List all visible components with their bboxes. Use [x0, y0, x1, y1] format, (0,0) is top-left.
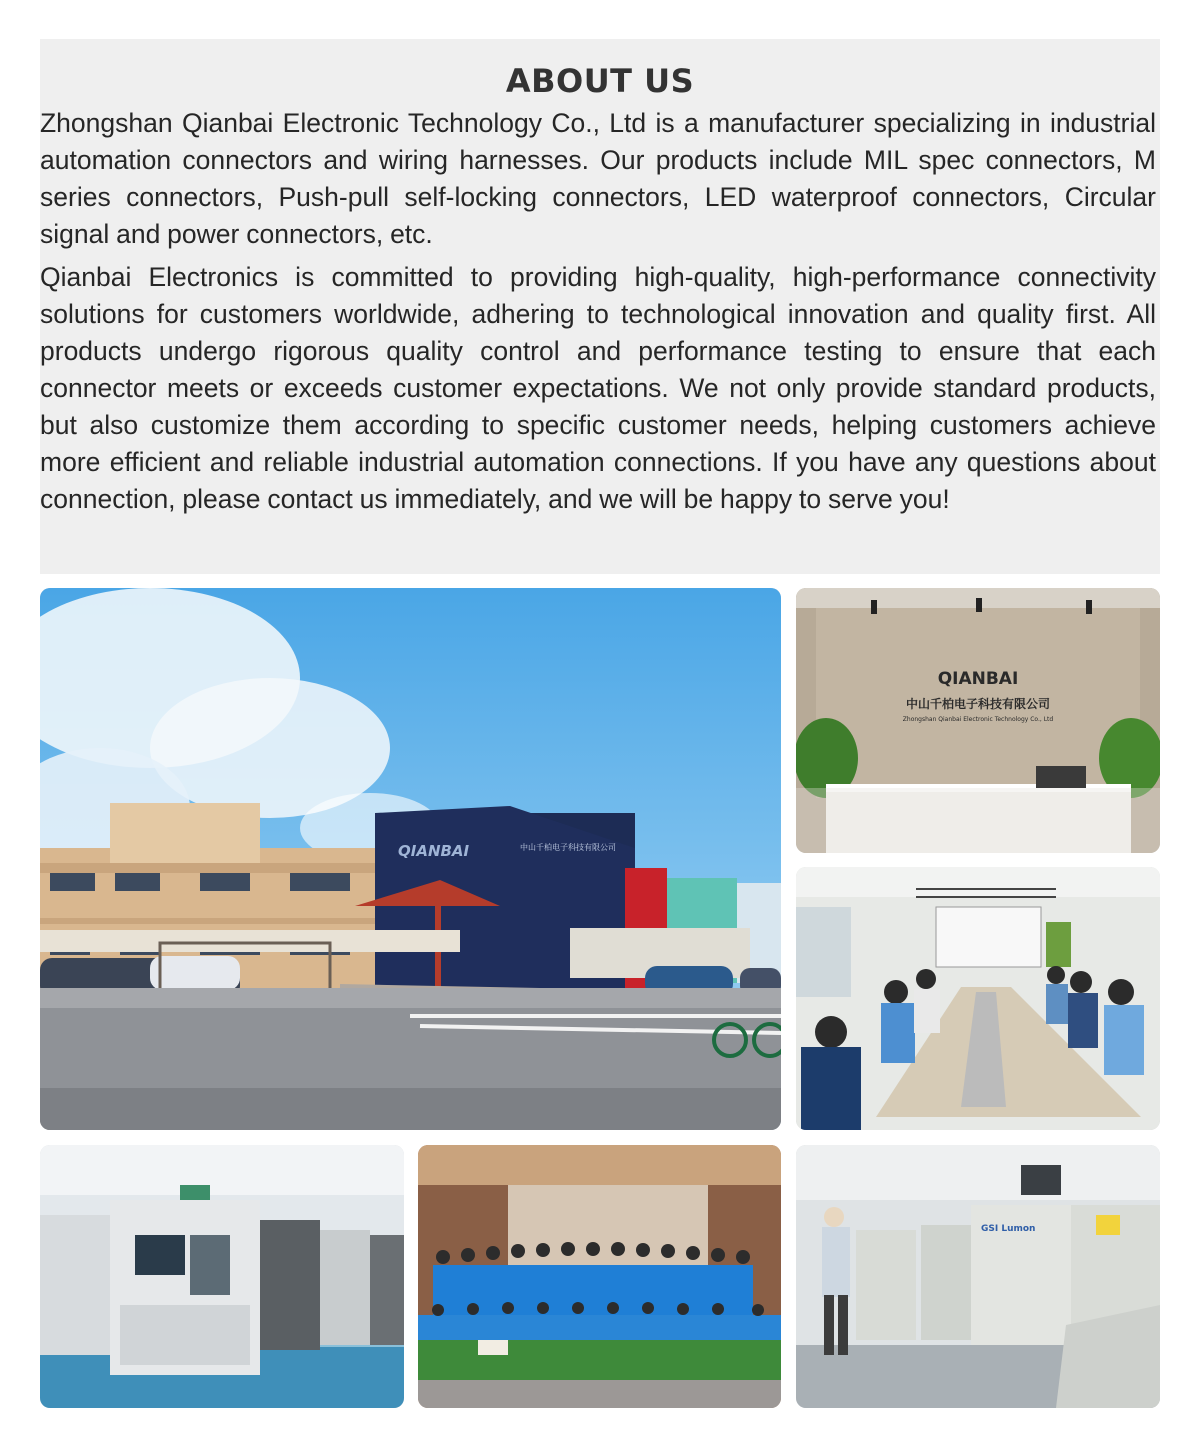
about-title: ABOUT US: [505, 62, 695, 100]
workshop-machine-label: GSI Lumon: [981, 1224, 1036, 1234]
meeting-room-photo: [796, 867, 1160, 1130]
building-logo-text: QIANBAI: [398, 842, 470, 860]
smt-workshop-photo: [796, 1145, 1160, 1408]
building-sign-text: 中山千柏电子科技有限公司: [520, 843, 616, 852]
reception-logo-text: QIANBAI: [937, 669, 1019, 689]
team-illustration: [418, 1145, 781, 1408]
about-paragraph-1: Zhongshan Qianbai Electronic Technology Co., Ltd is a manufacturer specializing in industrial automation connectors and wiring harnesses. Our products include MIL spec connectors, M series connectors, Push-pull self-locking connectors, LED waterproof connectors, Circular signal and power connectors, etc.: [40, 108, 1156, 249]
reception-wall-photo: [796, 588, 1160, 853]
factory-building-photo: [40, 588, 781, 1130]
meeting-illustration: [796, 867, 1160, 1130]
factory-building-illustration: [40, 588, 781, 1130]
team-group-photo: [418, 1145, 781, 1408]
machines-illustration: [40, 1145, 404, 1408]
about-paragraph-2: Qianbai Electronics is committed to providing high-quality, high-performance connectivity solutions for customers worldwide, adhering to technological innovation and quality first. All products undergo rigorous quality control and performance testing to ensure that each connector meets or exceeds customer expectations. We not only provide standard products, but also customize them according to specific customer needs, helping customers achieve more efficient and reliable industrial automation connections. If you have any questions about connection, please contact us immediately, and we will be happy to serve you!: [40, 262, 1156, 514]
workshop-illustration: [796, 1145, 1160, 1408]
reception-company-en: Zhongshan Qianbai Electronic Technology Co., Ltd: [902, 716, 1054, 723]
reception-company-cn: 中山千柏电子科技有限公司: [905, 697, 1051, 711]
production-machines-photo: [40, 1145, 404, 1408]
about-section: [40, 39, 1160, 574]
reception-illustration: [796, 588, 1160, 853]
